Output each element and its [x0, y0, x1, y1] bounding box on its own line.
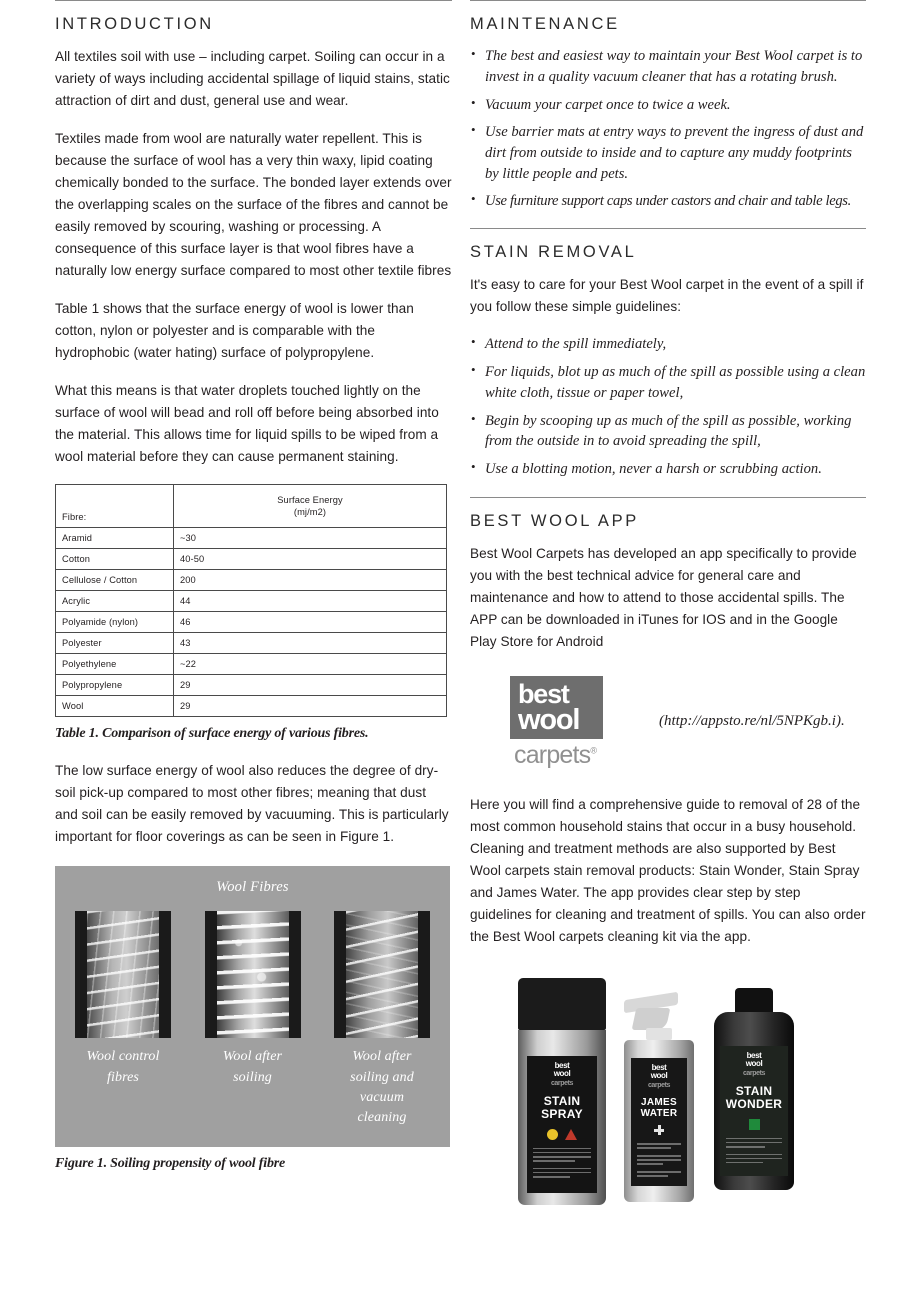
intro-paragraph-4: What this means is that water droplets touched lightly on the surface of wool will bead and roll off before being absorbed into the material. This allows time for liquid spills to be wiped from a wool material before they can cause permanent staining.: [55, 383, 439, 465]
list-item: • For liquids, blot up as much of the spill as possible using a clean white cloth, tissue or paper towel,: [470, 362, 866, 403]
bottle-cap-icon: [735, 988, 773, 1014]
table-row: [56, 528, 447, 549]
green-square-marker: [720, 1119, 788, 1130]
surface-energy-table: [55, 484, 447, 717]
product-name-line1: STAIN: [735, 1084, 773, 1099]
table-cell-energy: 29: [174, 696, 447, 717]
table-row: [56, 675, 447, 696]
list-item: • Use furniture support caps under castors and chair and table legs.: [470, 191, 866, 212]
hazard-symbols: [527, 1129, 597, 1140]
table-row: [56, 570, 447, 591]
heading-stain-removal: STAIN REMOVAL: [470, 243, 637, 262]
table-header-surface-energy-line1: Surface Energy: [277, 494, 343, 505]
registered-mark-icon: ®: [590, 745, 597, 756]
logo-text-best: best: [518, 678, 569, 709]
product-stain-wonder: [714, 988, 794, 1190]
list-item: • Use a blotting motion, never a harsh or scrubbing action.: [470, 459, 866, 480]
table-header-row: [56, 485, 447, 528]
spray-trigger-icon: [624, 992, 694, 1040]
intro-paragraph-3: Table 1 shows that the surface energy of wool is lower than cotton, nylon or polyester and is comparable with the hydrophobic (water hating) surface of polypropylene.: [55, 301, 414, 361]
logo-text-carpets: [510, 739, 603, 768]
paragraph-after-table: The low surface energy of wool also reduces the degree of dry-soil pick-up compared to most other fibres; meaning that dust and soil can be easily removed by vacuuming. This is particularly important for floor coverings as can be seen in Figure 1.: [55, 763, 449, 845]
aerosol-can-icon: [518, 1030, 606, 1205]
table-cell-fibre: Acrylic: [56, 591, 174, 612]
wool-fibre-micrograph-icon: [205, 911, 301, 1038]
product-label: [631, 1058, 687, 1186]
section-divider-stain-removal: [470, 228, 866, 229]
heading-best-wool-app: BEST WOOL APP: [470, 511, 639, 530]
product-name-line2: SPRAY: [541, 1107, 583, 1122]
table-cell-energy: 40-50: [174, 549, 447, 570]
product-stain-spray: [518, 978, 606, 1205]
figure-panel-label: Wool after soiling and vacuum cleaning: [350, 1049, 414, 1126]
logo-carpets-word: carpets: [514, 740, 591, 769]
section-divider-introduction: [55, 0, 452, 1]
brand-line3: carpets: [742, 1069, 766, 1077]
table-cell-energy: 44: [174, 591, 447, 612]
brand-line3: carpets: [550, 1079, 574, 1087]
table-row: [56, 591, 447, 612]
table-cell-energy: 29: [174, 675, 447, 696]
left-column: [55, 0, 452, 1172]
table-cell-fibre: Polyethylene: [56, 654, 174, 675]
list-item: • Begin by scooping up as much of the spill as possible, working from the outside in to avoid spreading the spill,: [470, 411, 866, 452]
table-cell-fibre: Polyester: [56, 633, 174, 654]
right-column: [470, 0, 866, 1210]
product-label: [527, 1056, 597, 1193]
maintenance-list: [470, 46, 866, 212]
table-cell-fibre: Polyamide (nylon): [56, 612, 174, 633]
list-item: • Attend to the spill immediately,: [470, 334, 866, 355]
intro-paragraph-2: Textiles made from wool are naturally water repellent. This is because the surface of wool has a very thin waxy, lipid coating chemically bonded to the surface. The bonded layer extends over the overlapping scales on the surface of the fibres and cannot be easily removed by scouring, washing or processing. A consequence of this surface layer is that wool fibres have a naturally low energy surface compared to most other textile fibres: [55, 131, 452, 279]
list-item: • Use barrier mats at entry ways to prevent the ingress of dust and dirt from outside to inside and to capture any muddy footprints by little people and pets.: [470, 122, 866, 184]
label-fine-print: [726, 1138, 782, 1164]
label-fine-print: [533, 1148, 591, 1178]
table-header-fibre: Fibre:: [56, 485, 174, 528]
table-cell-energy: 46: [174, 612, 447, 633]
product-name-line1: JAMES: [641, 1097, 677, 1109]
table-cell-fibre: Cellulose / Cotton: [56, 570, 174, 591]
figure-title: Wool Fibres: [216, 879, 289, 896]
figure-panel-control: [75, 911, 171, 1128]
best-wool-app-paragraph: Best Wool Carpets has developed an app specifically to provide you with the best technical advice for general care and maintenance and how to attend to those accidental spills. The APP can be downloaded in iTunes for IOS and in the Google Play Store for Android: [470, 545, 857, 649]
table-row: [56, 612, 447, 633]
label-fine-print: [637, 1143, 681, 1177]
brand-line2: wool: [553, 1069, 571, 1079]
brand-line3: carpets: [647, 1081, 671, 1089]
logo-box: [510, 676, 603, 739]
spray-bottle-icon: [624, 1040, 694, 1202]
list-item: • Vacuum your carpet once to twice a week.: [470, 95, 866, 116]
product-brand-logo: [720, 1046, 788, 1077]
aerosol-cap-icon: [518, 978, 606, 1030]
figure-panels: [75, 911, 430, 1128]
product-name-line1: STAIN: [543, 1094, 581, 1109]
table-header-surface-energy-line2: (mj/m2): [293, 507, 327, 518]
wool-fibres-figure: [55, 866, 450, 1147]
stain-removal-list: [470, 334, 866, 479]
brand-line1: best: [746, 1050, 762, 1060]
best-wool-logo-row: [470, 676, 866, 768]
table-row: [56, 549, 447, 570]
app-store-url: (http://appsto.re/nl/5NPKgb.i).: [659, 713, 845, 730]
table-cell-fibre: Aramid: [56, 528, 174, 549]
logo-text-wool: wool: [518, 703, 580, 736]
stain-removal-intro: It's easy to care for your Best Wool carpet in the event of a spill if you follow these simple guidelines:: [470, 277, 864, 315]
product-label: [720, 1046, 788, 1176]
table-cell-fibre: Polypropylene: [56, 675, 174, 696]
product-james-water: [624, 992, 694, 1202]
paragraph-after-logo: Here you will find a comprehensive guide to removal of 28 of the most common household stains that occur in a busy household. Cleaning and treatment methods are also supported by Best Wool carpets stain removal products: Stain Wonder, Stain Spray and James Water. The app provides clear step by step guidelines for cleaning and treatment of spills. You can also order the Best Wool carpets cleaning kit via the app.: [470, 796, 866, 944]
product-brand-logo: [631, 1058, 687, 1089]
table-caption: Table 1. Comparison of surface energy of various fibres.: [55, 726, 369, 742]
wool-fibre-micrograph-icon: [334, 911, 430, 1038]
table-cell-energy: ~30: [174, 528, 447, 549]
brand-line1: best: [651, 1062, 667, 1072]
figure-caption: Figure 1. Soiling propensity of wool fibre: [55, 1156, 286, 1172]
table-cell-energy: 200: [174, 570, 447, 591]
brand-line2: wool: [745, 1059, 763, 1069]
section-divider-maintenance: [470, 0, 866, 1]
intro-paragraph-1: All textiles soil with use – including carpet. Soiling can occur in a variety of ways including accidental spillage of liquid stains, static attraction of dirt and dust, general use and wear.: [55, 49, 450, 109]
product-name: [720, 1085, 788, 1111]
warning-dot-icon: [547, 1129, 558, 1140]
heading-introduction: INTRODUCTION: [55, 15, 214, 33]
brand-line1: best: [554, 1060, 570, 1070]
brand-line2: wool: [650, 1071, 668, 1081]
bottle-icon: [714, 1012, 794, 1190]
table-cell-energy: 43: [174, 633, 447, 654]
product-name-line2: WATER: [640, 1108, 678, 1120]
plus-symbol-icon: [654, 1125, 664, 1135]
section-divider-best-wool-app: [470, 497, 866, 498]
heading-maintenance: MAINTENANCE: [470, 15, 620, 33]
product-name: [631, 1097, 687, 1119]
figure-panel-label: Wool control fibres: [86, 1049, 160, 1085]
table-cell-energy: ~22: [174, 654, 447, 675]
figure-panel-vacuumed: [334, 911, 430, 1128]
wool-fibre-micrograph-icon: [75, 911, 171, 1038]
warning-triangle-icon: [565, 1129, 577, 1140]
table-row: [56, 696, 447, 717]
table-header-surface-energy: [174, 485, 447, 528]
product-name-line2: WONDER: [725, 1097, 783, 1112]
table-cell-fibre: Cotton: [56, 549, 174, 570]
product-photo-group: [518, 970, 818, 1210]
product-brand-logo: [527, 1056, 597, 1087]
table-cell-fibre: Wool: [56, 696, 174, 717]
figure-panel-label: Wool after soiling: [222, 1049, 283, 1085]
table-row: [56, 633, 447, 654]
best-wool-logo: [510, 676, 603, 768]
list-item: • The best and easiest way to maintain your Best Wool carpet is to invest in a quality vacuum cleaner that has a rotating brush.: [470, 46, 866, 87]
table-row: [56, 654, 447, 675]
figure-panel-soiled: [205, 911, 301, 1128]
product-name: [527, 1095, 597, 1121]
